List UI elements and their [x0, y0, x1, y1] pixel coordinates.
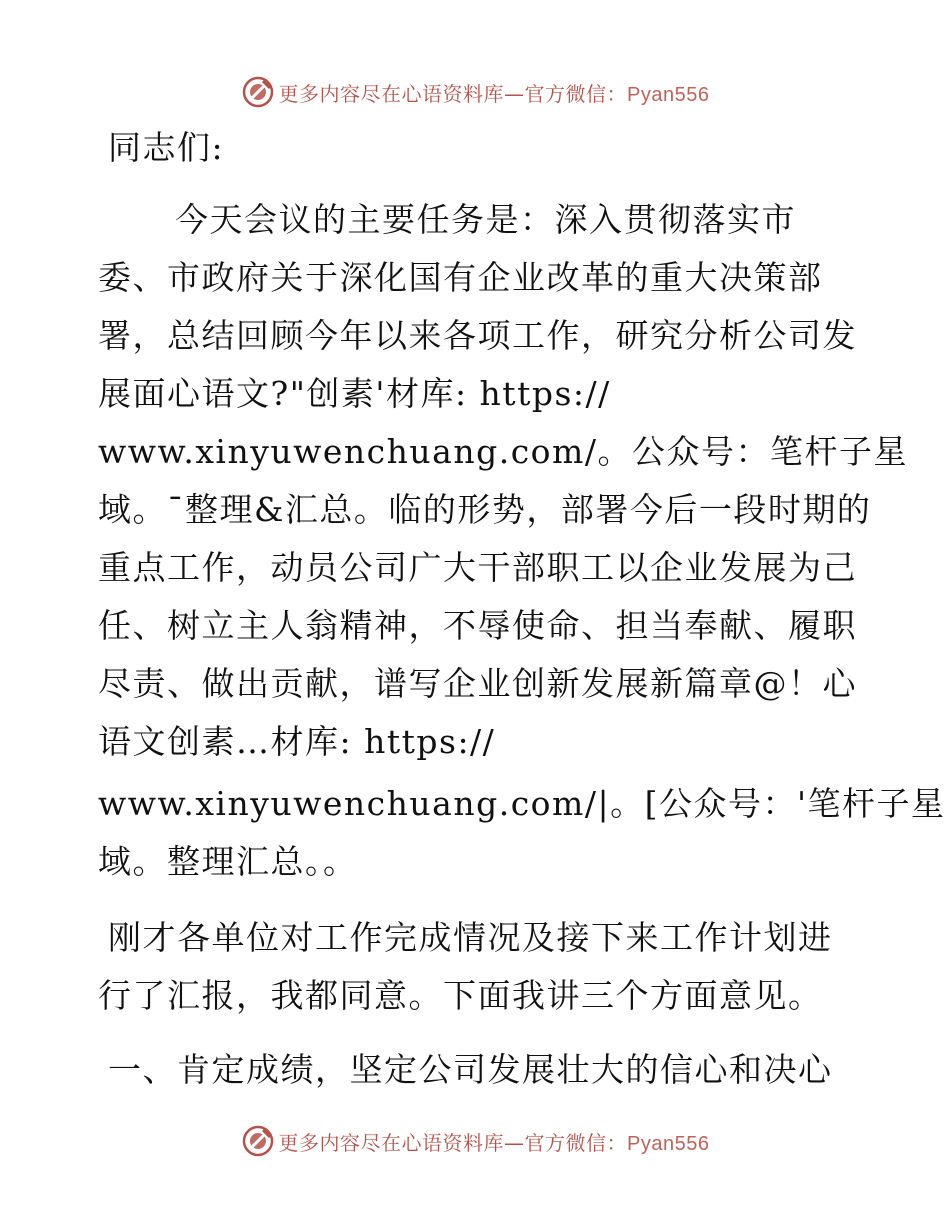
paragraph-line: 语文创素…材库: https:// — [98, 722, 496, 761]
banner-slogan: 更多内容尽在心语资料库 — [278, 1130, 505, 1155]
paragraph-line: 委、市政府关于深化国有企业改革的重大决策部 — [98, 258, 823, 297]
paragraph-line: 尽责、做出贡献，谱写企业创新发展新篇章@！心 — [98, 664, 857, 703]
salutation: 同志们: — [108, 128, 225, 167]
paragraph-line: 重点工作，动员公司广大干部职工以企业发展为己 — [98, 548, 857, 587]
banner-wechat-id: Pyan556 — [627, 83, 710, 106]
paragraph-line: 域。¯整理&汇总。临的形势，部署今后一段时期的 — [98, 490, 872, 529]
paragraph-line: 今天会议的主要任务是：深入贯彻落实市 — [175, 200, 796, 239]
paragraph-line: 署，总结回顾今年以来各项工作，研究分析公司发 — [98, 316, 857, 355]
paragraph-line: 刚才各单位对工作完成情况及接下来工作计划进 — [108, 918, 833, 957]
banner-separator: — — [504, 81, 525, 106]
banner-text — [279, 1127, 710, 1156]
paragraph-line: www.xinyuwenchuang.com/。公众号：笔杆子星 — [98, 432, 908, 471]
banner-wechat-label: 官方微信： — [524, 81, 628, 106]
banner-separator: — — [504, 1130, 525, 1155]
footer-banner — [0, 1121, 950, 1161]
paragraph-line: 行了汇报，我都同意。下面我讲三个方面意见。 — [98, 976, 823, 1015]
banner-wechat-label: 官方微信： — [524, 1130, 628, 1155]
pen-logo-icon — [241, 1124, 275, 1158]
paragraph-line: www.xinyuwenchuang.com/|。[公众号：'笔杆子星 — [98, 784, 946, 823]
paragraph-line: 任、树立主人翁精神，不辱使命、担当奉献、履职 — [98, 606, 857, 645]
paragraph-line: 展面心语文?"创素'材库: https:// — [98, 374, 611, 413]
section-heading: 一、肯定成绩，坚定公司发展壮大的信心和决心 — [108, 1050, 833, 1089]
paragraph-line: 域。整理汇总。。 — [98, 842, 358, 881]
banner-slogan: 更多内容尽在心语资料库 — [278, 81, 505, 106]
banner-wechat-id: Pyan556 — [627, 1132, 710, 1155]
